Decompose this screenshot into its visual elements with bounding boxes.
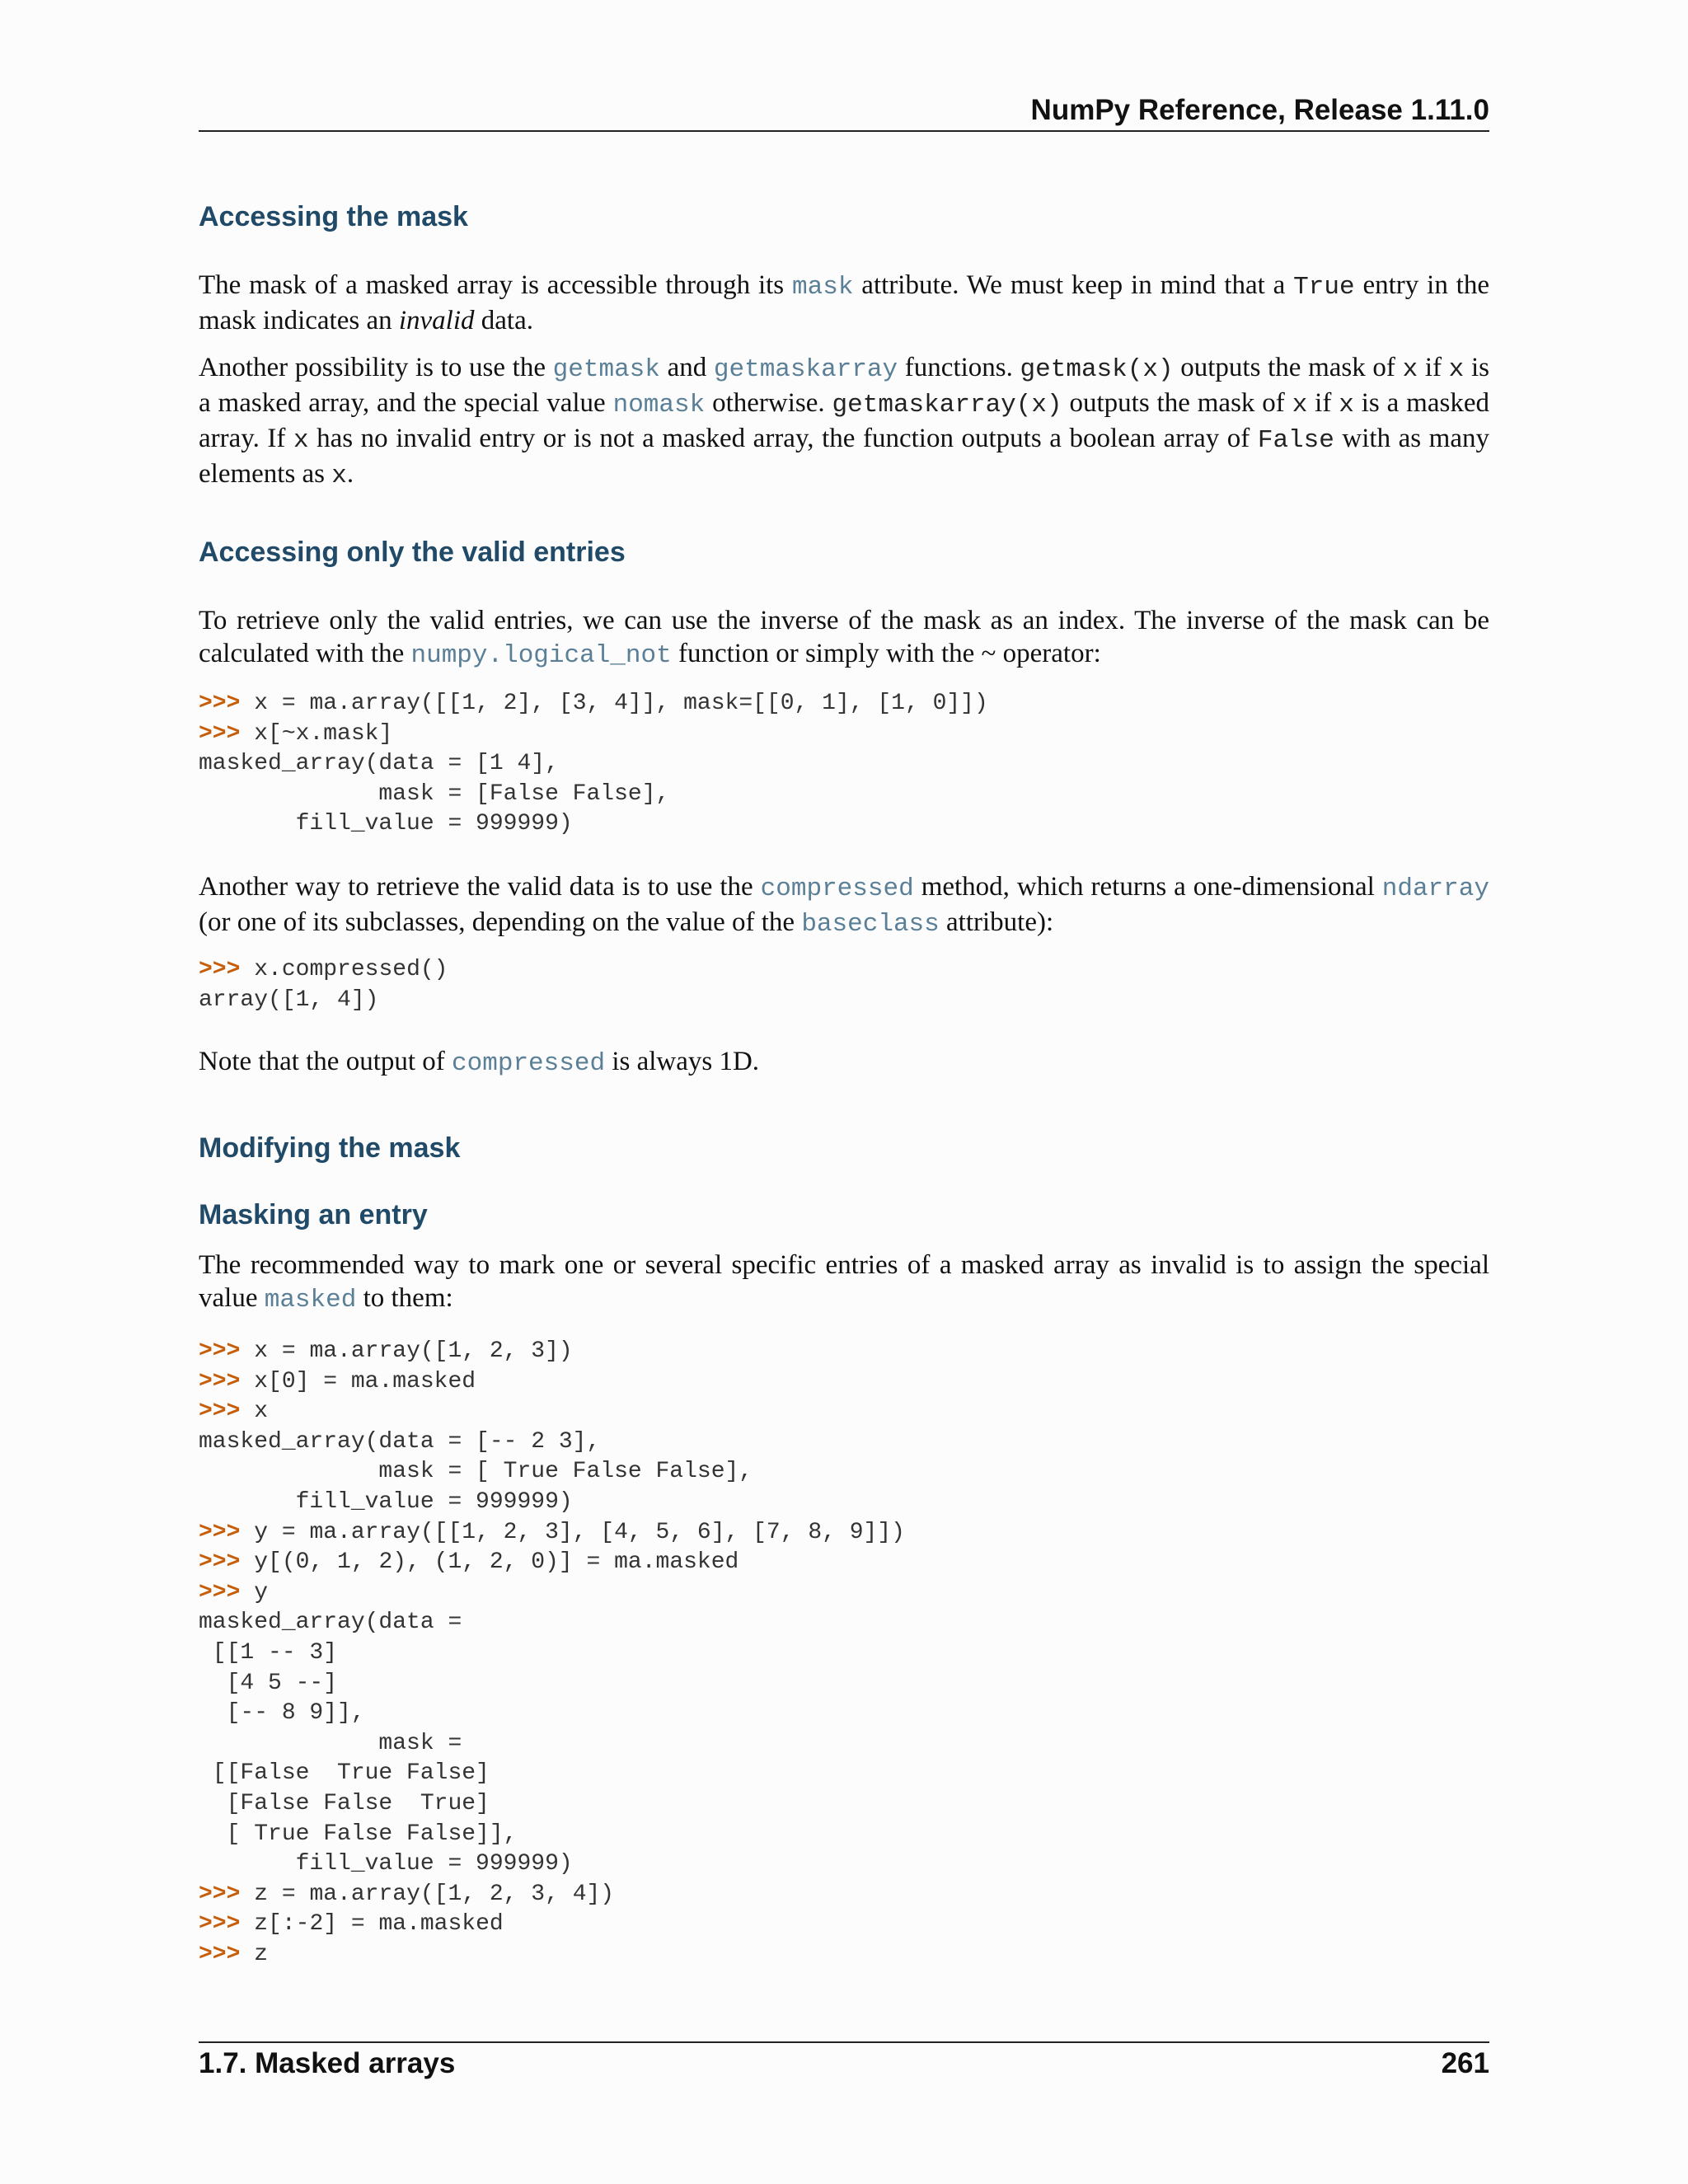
footer-page-number: 261 <box>1441 2047 1489 2079</box>
code-block-valid-entries: >>> x = ma.array([[1, 2], [3, 4]], mask=[[0, 1], [1, 0]]) >>> x[~x.mask] masked_array(data = [1 4], mask = [False False], fill_value = 999999) <box>199 691 988 837</box>
paragraph-getmask-functions: Another possibility is to use the getmask and getmaskarray functions. getmask(x) outputs the mask of x if x is a masked array, and the special value nomask otherwise. getmaskarray(x) outputs the mask of x if x is a masked array. If x has no invalid entry or is not a masked array, the function outputs a boolean array of False with as many elements as x. <box>199 353 1489 490</box>
document-page <box>199 0 1489 2184</box>
heading-masking-an-entry: Masking an entry <box>199 1199 428 1230</box>
footer-rule <box>199 2041 1489 2043</box>
paragraph-mask-attribute: The mask of a masked array is accessible through its mask attribute. We must keep in mind that a True entry in the mask indicates an invalid data. <box>199 270 1490 335</box>
heading-accessing-the-mask: Accessing the mask <box>199 201 468 232</box>
link-compressed[interactable]: compressed <box>760 874 914 903</box>
paragraph-inverse-mask: To retrieve only the valid entries, we can use the inverse of the mask as an index. The inverse of the mask can be calculated with the numpy.logical_not function or simply with the ~ operator: <box>199 606 1489 670</box>
link-masked[interactable]: masked <box>264 1286 357 1315</box>
running-header: NumPy Reference, Release 1.11.0 <box>1030 94 1489 126</box>
link-getmask[interactable]: getmask <box>552 355 660 384</box>
heading-accessing-valid-entries: Accessing only the valid entries <box>199 537 626 568</box>
footer-section-title: 1.7. Masked arrays <box>199 2047 456 2079</box>
code-block-compressed: >>> x.compressed() array([1, 4]) <box>199 957 448 1013</box>
link-compressed-note[interactable]: compressed <box>452 1049 606 1078</box>
paragraph-masked-value: The recommended way to mark one or several specific entries of a masked array as invalid is to assign the special value masked to them: <box>199 1250 1489 1315</box>
link-nomask[interactable]: nomask <box>612 391 706 419</box>
link-getmaskarray[interactable]: getmaskarray <box>713 355 898 384</box>
link-logical-not[interactable]: numpy.logical_not <box>410 641 672 670</box>
link-mask[interactable]: mask <box>792 273 854 302</box>
code-block-masking-entries: >>> x = ma.array([1, 2, 3]) >>> x[0] = ma.masked >>> x masked_array(data = [-- 2 3], mask = [ True False False], fill_value = 999999) >>> y = ma.array([[1, 2, 3], [4, 5, 6], [7, 8, 9]]) >>> y[(0, 1, 2), (1, 2, 0)] = ma.masked >>> y masked_array(data = [[1 -- 3] [4 5 --] [-- 8 9]], mask = [[False True False] [False False True] [ True False False]], fill_value = 999999) >>> z = ma.array([1, 2, 3, 4]) >>> z[:-2] = ma.masked >>> z <box>199 1338 905 1967</box>
header-rule <box>199 130 1489 132</box>
paragraph-compressed-1d: Note that the output of compressed is always 1D. <box>199 1047 760 1078</box>
heading-modifying-the-mask: Modifying the mask <box>199 1132 461 1164</box>
link-baseclass[interactable]: baseclass <box>801 910 940 939</box>
paragraph-compressed-method: Another way to retrieve the valid data is to use the compressed method, which returns a one-dimensional ndarray (or one of its subclasses, depending on the value of the baseclass attribute): <box>199 872 1489 939</box>
link-ndarray[interactable]: ndarray <box>1381 874 1489 903</box>
